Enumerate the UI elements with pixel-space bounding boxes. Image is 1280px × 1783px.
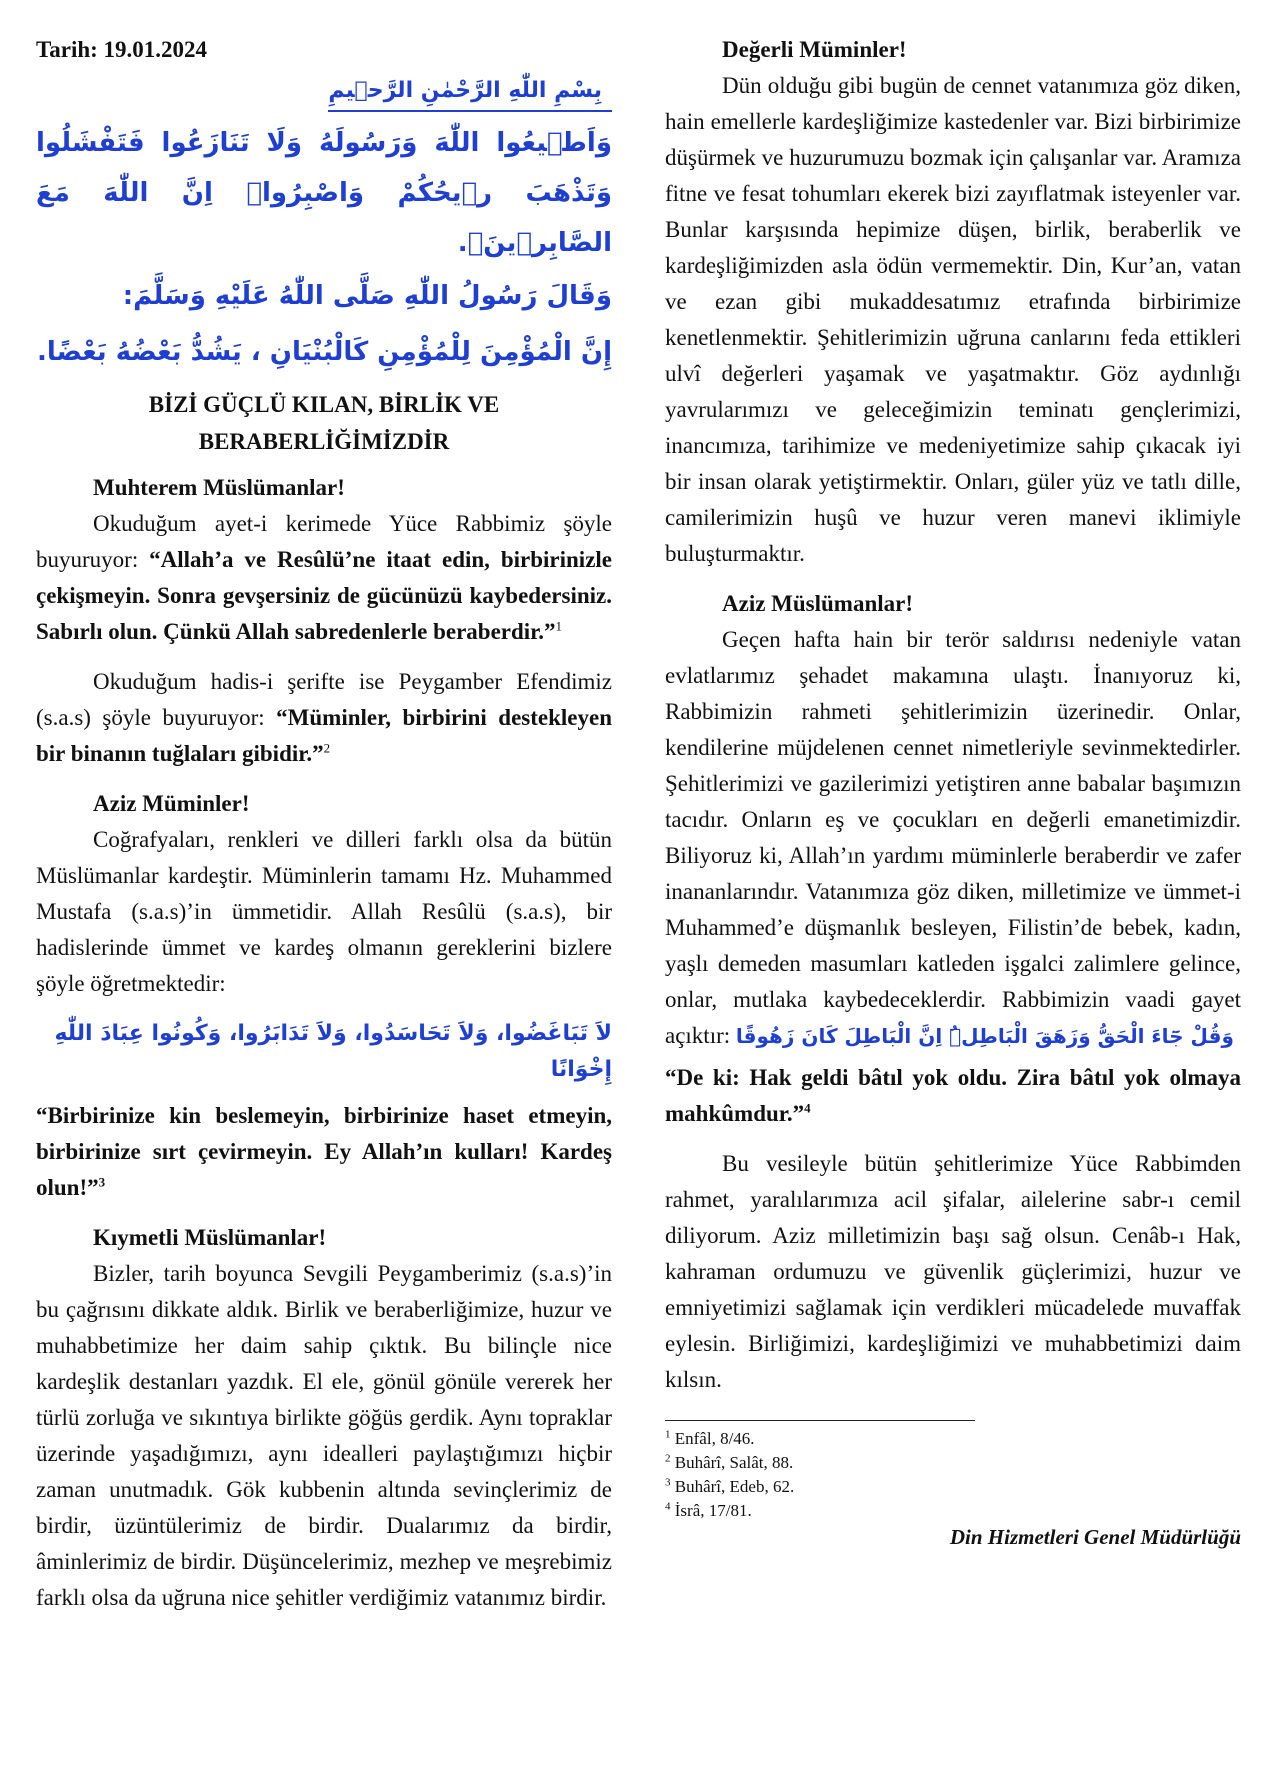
footnote-3 [665, 1475, 1241, 1499]
footnote-4-num: 4 [665, 1500, 671, 1513]
footnotes [665, 1427, 1241, 1523]
footnote-2 [665, 1451, 1241, 1475]
footnote-2-text: Buhârî, Salât, 88. [674, 1453, 794, 1472]
brotherhood-quote-text: “Birbirinize kin beslemeyin, birbirinize haset etmeyin, birbirinize sırt çevirmeyin. Ey Allah’ın kulları! Kardeş olun!” [36, 1103, 612, 1200]
hadis-quote: “Müminler, birbirini destekleyen bir binanın tuğlaları gibidir.” [36, 705, 613, 766]
paragraph-teror-text: Geçen hafta hain bir terör saldırısı nedeniyle vatan evlatlarımız şehadet makamına ulaştı. İnanıyoruz ki, Rabbimizin rahmeti şehitlerimizin üzerinedir. Onlar, kendilerine müjdelenen cennet nimetleriyle sevinmektedirler. Şehitlerimizi ve gazilerimizi yetiştiren anne babalar başımızın tacıdır. Onların eş ve çocukları en değerli emanetimizdir. Biliyoruz ki, Allah’ın yardımı müminlerle beraberdir ve zafer inananlarındır. Vatanımıza göz diken, milletimize ve ümmet-i Muhammed’e düşmanlık besleyen, Filistin’de bebek, kadın, yaşlı demeden masumları katleden işgalci zalimlere gelince, onlar, mutlaka kaybedeceklerdir. Rabbimizin vaadi gayet açıktır: [665, 627, 1241, 1048]
heading-aziz-mu-minler: Aziz Müminler! [93, 791, 250, 816]
heading-kiymetli: Kıymetli Müslümanlar! [93, 1225, 327, 1250]
title-line-2: BERABERLİĞİMİZDİR [198, 429, 450, 454]
footnote-divider [665, 1420, 975, 1421]
paragraph-ayet [36, 506, 612, 650]
footnote-2-num: 2 [665, 1452, 671, 1465]
right-column [665, 32, 1241, 1550]
hadith-arabic: إِنَّ الْمُؤْمِنَ لِلْمُؤْمِنِ كَالْبُنْيَانِ ، يَشُدُّ بَعْضُهُ بَعْضًا. [36, 337, 612, 367]
hadith-intro-arabic: وَقَالَ رَسُولُ اللّٰهِ صَلَّى اللّٰهُ عَلَيْهِ وَسَلَّمَ: [122, 281, 612, 311]
heading-aziz-muslumanlar: Aziz Müslümanlar! [722, 591, 914, 616]
date: Tarih: 19.01.2024 [36, 37, 208, 62]
left-column [36, 32, 612, 1616]
brotherhood-quote [36, 1098, 612, 1206]
footnote-ref-2: 2 [323, 740, 331, 756]
heading-muhterem: Muhterem Müslümanlar! [93, 475, 345, 500]
title-line-1: BİZİ GÜÇLÜ KILAN, BİRLİK VE [148, 392, 500, 417]
footnote-ref-4: 4 [804, 1100, 811, 1116]
verse-arabic: وَاَط۪يعُوا اللّٰهَ وَرَسُولَهُ وَلَا تَنَازَعُوا فَتَفْشَلُوا وَتَذْهَبَ ر۪يحُكُمْ وَاصْبِرُواۜ اِنَّ اللّٰهَ مَعَ الصَّابِر۪ينَۚ. [36, 128, 612, 258]
footnote-1 [665, 1427, 1241, 1451]
paragraph-hadis [36, 664, 612, 772]
paragraph-dua: Bu vesileyle bütün şehitlerimize Yüce Rabbimden rahmet, yaralılarımıza acil şifalar, ailelerine sabr-ı cemil diliyorum. Aziz milletimizin başı sağ olsun. Cenâb-ı Hak, kahraman ordumuzu ve güvenlik güçlerimizi, huzur ve emniyetimizi sağlamak için verdikleri mücadelede muvaffak eylesin. Birliğimizi, kardeşliğimizi ve muhabbetimizi daim kılsın. [665, 1151, 1241, 1392]
heading-degerli: Değerli Müminler! [722, 37, 907, 62]
hadith-brotherhood-arabic: لاَ تَبَاغَضُوا، وَلاَ تَحَاسَدُوا، وَلاَ تَدَابَرُوا، وَكُونُوا عِبَادَ اللّٰهِ إِخْوَانًا [54, 1021, 612, 1082]
footnote-4 [665, 1499, 1241, 1523]
footnote-ref-3: 3 [98, 1174, 106, 1190]
paragraph-hadis-text: Okuduğum hadis-i şerifte ise Peygamber Efendimiz (s.a.s) şöyle buyuruyor: [36, 669, 612, 730]
isra-quote [665, 1060, 1241, 1132]
sermon-title [36, 386, 612, 460]
isra-verse-arabic: وَقُلْ جَٓاءَ الْحَقُّ وَزَهَقَ الْبَاطِلُۜ اِنَّ الْبَاطِلَ كَانَ زَهُوقًا [735, 1024, 1234, 1048]
footnote-1-text: Enfâl, 8/46. [674, 1429, 755, 1448]
footnote-3-text: Buhârî, Edeb, 62. [674, 1477, 795, 1496]
paragraph-teror [665, 622, 1241, 1054]
isra-quote-text: “De ki: Hak geldi bâtıl yok oldu. Zira bâtıl yok olmaya mahkûmdur.” [665, 1065, 1241, 1126]
basmala: بِسْمِ اللّٰهِ الرَّحْمٰنِ الرَّح۪يمِ [328, 72, 612, 112]
footnote-1-num: 1 [665, 1428, 671, 1441]
paragraph-tarih: Bizler, tarih boyunca Sevgili Peygamberimiz (s.a.s)’in bu çağrısını dikkate aldık. Birlik ve beraberliğimize, huzur ve muhabbetimize her daim sahip çıktık. Bu bilinçle nice kardeşlik destanları yazdık. El ele, gönül gönüle vererek her türlü zorluğa ve sıkıntıya birlikte göğüs gerdik. Aynı topraklar üzerinde yaşadığımızı, aynı idealleri paylaştığımızı hiçbir zaman unutmadık. Gök kubbenin altında sevinçlerimiz de birdir, üzüntülerimiz de birdir. Dualarımız da birdir, âminlerimiz de birdir. Düşüncelerimiz, mezhep ve meşrebimiz farklı olsa da uğruna nice şehitler verdiğimiz vatanımız birdir. [36, 1261, 612, 1610]
ayet-quote: “Allah’a ve Resûlü’ne itaat edin, birbirinizle çekişmeyin. Sonra gevşersiniz de gücünüzü kaybedersiniz. Sabırlı olun. Çünkü Allah sabredenlerle beraberdir.” [36, 547, 612, 644]
footnote-4-text: İsrâ, 17/81. [674, 1501, 752, 1520]
paragraph-cografya: Coğrafyaları, renkleri ve dilleri farklı olsa da bütün Müslümanlar kardeştir. Müminlerin tamamı Hz. Muhammed Mustafa (s.a.s)’in ümmetidir. Allah Resûlü (s.a.s), bir hadislerinde ümmet ve kardeş olmanın gereklerini bizlere şöyle öğretmektedir: [36, 827, 612, 996]
paragraph-vatan: Dün olduğu gibi bugün de cennet vatanımıza göz diken, hain emellerle kardeşliğimize kastedenler var. Bizi birbirimize düşürmek ve huzurumuzu bozmak için çalışanlar var. Aramıza fitne ve fesat tohumları ekerek bizi zayıflatmak isteyenler var. Bunlar karşısında hepimize düşen, birlik, beraberlik ve kardeşliğimizden asla ödün vermemektir. Din, Kur’an, vatan ve ezan gibi mukaddesatımız etrafında birbirimize kenetlenmektir. Şehitlerimizin uğruna canlarını feda ettikleri ulvî değerleri yaşamak ve yaşatmaktır. Göz aydınlığı yavrularımızı ve geleceğimizin teminatı gençlerimizi, inancımıza, tarihimize ve medeniyetimize sahip çıkacak iyi bir insan olarak yetiştirmektir. Onları, güler yüz ve tatlı dille, camilerimizin huşû ve huzur veren manevi iklimiyle buluşturmaktır. [665, 73, 1241, 566]
signature: Din Hizmetleri Genel Müdürlüğü [949, 1525, 1241, 1549]
footnote-ref-1: 1 [555, 618, 563, 634]
footnote-3-num: 3 [665, 1476, 671, 1489]
paragraph-ayet-text: Okuduğum ayet-i kerimede Yüce Rabbimiz şöyle buyuruyor: [36, 511, 612, 572]
